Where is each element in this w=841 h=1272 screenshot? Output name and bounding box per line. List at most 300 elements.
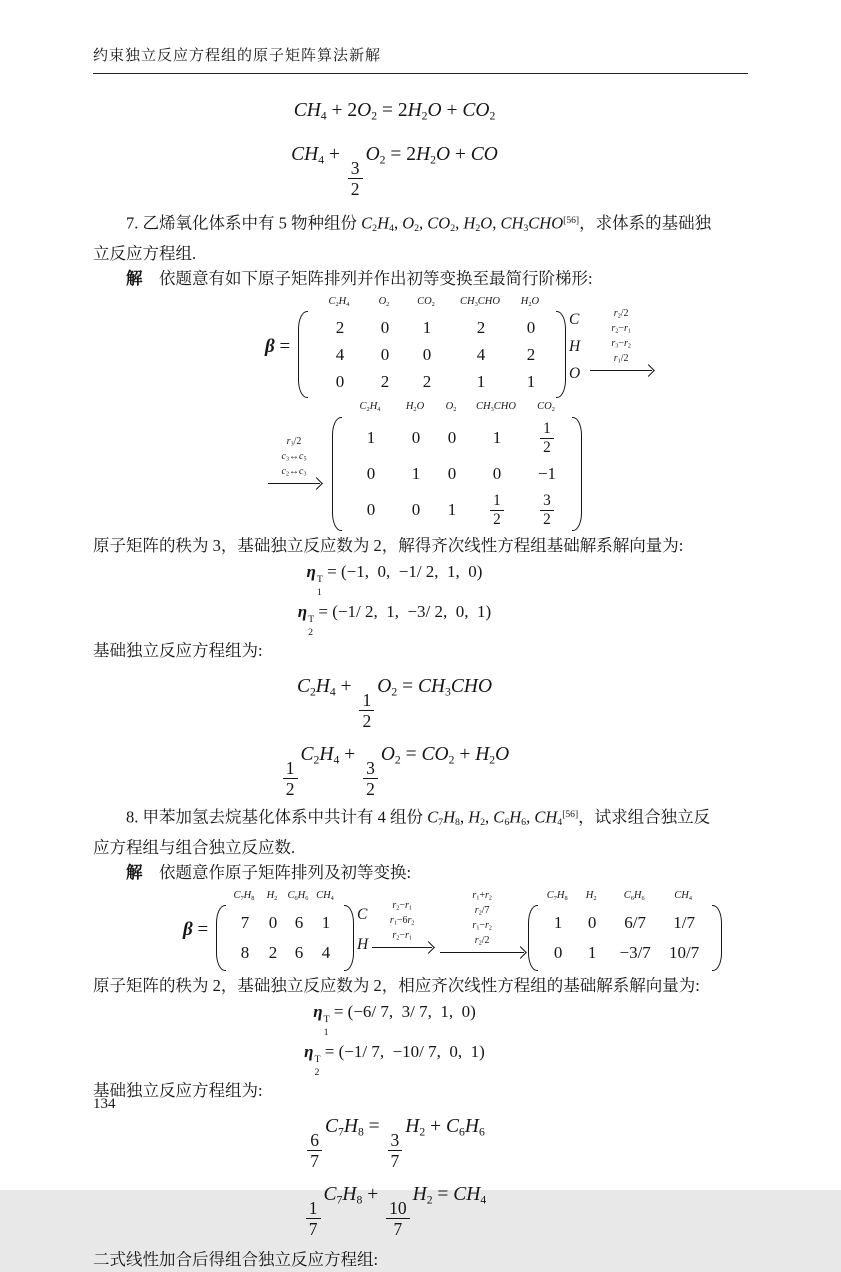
subscript: 4 <box>389 222 394 234</box>
text-run: , <box>393 212 403 232</box>
right-parenthesis <box>572 417 582 531</box>
subscript: 2 <box>627 343 631 350</box>
left-parenthesis <box>298 311 308 398</box>
subscript: 3 <box>445 685 451 699</box>
row-operation-label <box>390 915 414 930</box>
subscript: 2 <box>314 1066 320 1078</box>
subscript: 6 <box>459 1124 465 1138</box>
fraction <box>363 758 378 799</box>
subscript: 2 <box>379 153 386 167</box>
math-variable: CH <box>291 144 319 166</box>
eta1-vector-problem8 <box>67 998 722 1038</box>
matrix-cell <box>574 943 610 963</box>
text-run: = (−1, 0, −1/ 2, 1, 0) <box>322 562 483 582</box>
text-run: 0 <box>526 317 536 337</box>
fraction <box>359 690 374 731</box>
matrix-column-header <box>395 400 435 416</box>
matrix-column-header <box>609 889 659 905</box>
math-variable: O <box>378 295 387 307</box>
numerator: 3 <box>363 758 378 779</box>
arrow-head-icon <box>514 946 527 959</box>
matrix-cell <box>286 913 312 933</box>
text-run: + <box>335 675 357 697</box>
math-variable: CHO <box>528 212 564 232</box>
numerator: 3 <box>540 492 554 511</box>
row-operation-label <box>611 323 630 338</box>
left-parenthesis <box>216 905 226 971</box>
math-variable: O <box>357 100 372 121</box>
superscript: [56] <box>562 808 579 820</box>
subscript: 3 <box>290 441 294 448</box>
text-run: /2 <box>293 435 302 447</box>
subscript: 7 <box>336 1193 343 1207</box>
problem7-rank-line: 原子矩阵的秩为 3，基础独立反应数为 2，解得齐次线性方程组基础解系解向量为: <box>93 536 684 556</box>
text-run: + <box>339 744 361 766</box>
text-run: , <box>526 806 535 826</box>
math-variable: CO <box>421 744 449 766</box>
text-run: = 2 <box>385 144 416 166</box>
matrix-cell <box>368 372 402 392</box>
equation-ethylene-acetaldehyde <box>67 663 722 731</box>
subscript: 6 <box>305 894 309 902</box>
page-number: 134 <box>93 1096 116 1112</box>
atom-matrix-problem7 <box>265 295 580 399</box>
subscript: 4 <box>333 753 340 767</box>
text-run: 2 <box>476 317 486 337</box>
equation-toluene-methane <box>67 1171 722 1239</box>
numerator: 1 <box>490 492 504 511</box>
text-run: 10/7 <box>669 943 700 963</box>
subscript: 6 <box>521 816 527 828</box>
math-variable: C <box>623 889 631 901</box>
fraction <box>348 158 363 199</box>
eta2-vector-problem8 <box>67 1038 722 1078</box>
subscript: 2 <box>528 300 532 308</box>
matrix-cell <box>346 492 396 528</box>
subscript: 4 <box>320 109 327 123</box>
text-run: 0 <box>335 371 345 391</box>
math-variable: C <box>300 744 314 766</box>
subscript: 1 <box>408 935 412 942</box>
math-variable: H <box>633 889 642 901</box>
left-parenthesis <box>528 905 538 971</box>
right-parenthesis <box>712 905 722 971</box>
math-variable: c <box>281 450 286 462</box>
text-run: 0 <box>422 344 432 364</box>
math-variable: CHO <box>450 675 493 697</box>
row-operation-label <box>611 338 630 353</box>
math-variable: CH <box>674 889 689 901</box>
math-variable: C <box>233 889 241 901</box>
text-run: = 2 <box>377 100 408 121</box>
text-run: ↔ <box>289 466 299 478</box>
math-variable: H <box>405 1115 420 1137</box>
denominator: 2 <box>362 710 372 731</box>
numerator: 3 <box>388 1130 403 1151</box>
math-variable: CH <box>459 295 475 307</box>
math-variable: H <box>407 100 422 121</box>
matrix-cell <box>312 372 368 392</box>
math-symbol: η <box>313 1002 323 1022</box>
text-run: −6 <box>396 914 408 926</box>
math-variable: O <box>427 100 442 121</box>
math-variable: r <box>484 919 489 931</box>
subscript: 2 <box>475 222 481 234</box>
row-operation-label <box>614 308 629 323</box>
text-run: 7 <box>240 913 250 933</box>
text-run: , <box>455 212 464 232</box>
denominator: 2 <box>285 779 295 800</box>
subscript: 2 <box>274 894 278 902</box>
math-variable: r <box>613 353 618 365</box>
fraction <box>540 420 554 456</box>
denominator: 7 <box>393 1219 403 1240</box>
math-variable: CO <box>537 401 552 413</box>
subscript: 2 <box>488 925 492 932</box>
row-operation-label <box>282 451 307 466</box>
text-run: + <box>450 144 471 166</box>
text-run: + <box>362 1183 384 1205</box>
subscript: 2 <box>286 471 289 478</box>
math-variable: r <box>611 338 616 350</box>
row-operations-list-2 <box>282 436 307 482</box>
matrix-cell <box>452 372 510 392</box>
text-run: 依题意作原子矩阵排列及初等变换: <box>142 862 412 882</box>
text-run: + <box>324 144 345 166</box>
superscript: T <box>308 614 315 626</box>
math-variable: CH <box>453 1183 481 1205</box>
math-variable: r <box>472 889 477 901</box>
text-run: 1 <box>321 913 331 933</box>
math-variable: H <box>412 1183 427 1205</box>
subscript: 2 <box>386 300 390 308</box>
math-variable: r <box>389 914 394 926</box>
math-variable: H <box>556 889 565 901</box>
subscript: 2 <box>419 1124 426 1138</box>
text-run: 8. 甲苯加氢去烷基化体系中共计有 4 组份 <box>126 806 428 826</box>
subscript: 7 <box>553 894 557 902</box>
bold-text: 解 <box>126 268 143 288</box>
text-run: 1 <box>553 913 563 933</box>
subscript: 2 <box>396 935 400 942</box>
math-variable: r <box>474 904 479 916</box>
text-run: 1 <box>422 317 432 337</box>
denominator: 2 <box>543 510 551 528</box>
numerator: 10 <box>386 1198 410 1219</box>
matrix-body <box>332 417 582 531</box>
matrix-column-headers <box>345 400 569 416</box>
text-run: 2 <box>526 344 536 364</box>
arrow-shaft <box>440 952 524 953</box>
math-variable: C <box>328 295 336 307</box>
text-run: = (−6/ 7, 3/ 7, 1, 0) <box>329 1002 476 1022</box>
math-variable: C <box>427 806 439 826</box>
matrix-column-header <box>659 889 707 905</box>
matrix-cell <box>260 913 286 933</box>
math-variable: H <box>266 889 275 901</box>
subscript: 4 <box>329 685 336 699</box>
math-variable: C <box>323 1183 337 1205</box>
text-run: 0 <box>366 500 376 520</box>
denominator: 7 <box>310 1150 319 1171</box>
subscript: 6 <box>294 894 298 902</box>
row-operation-label <box>475 905 490 920</box>
subscript: 6 <box>504 816 510 828</box>
subscript: 6 <box>478 1124 485 1138</box>
matrix-column-header <box>573 889 609 905</box>
subscript: 2 <box>478 910 482 917</box>
fraction <box>307 1130 322 1171</box>
math-variable: O <box>402 212 415 232</box>
math-variable: CH <box>417 675 446 697</box>
matrix-column-header <box>467 400 525 416</box>
subscript: 2 <box>478 940 482 947</box>
subscript: 2 <box>309 685 316 699</box>
math-variable: r <box>472 919 477 931</box>
subscript: 7 <box>240 894 244 902</box>
row-operation-label <box>475 935 490 950</box>
right-parenthesis <box>556 311 566 398</box>
math-variable: CH <box>534 806 558 826</box>
text-run: 4 <box>321 943 331 963</box>
text-run: 6 <box>294 913 304 933</box>
matrix-grid <box>226 905 344 971</box>
matrix-row-labels <box>569 303 580 390</box>
matrix-cell <box>526 456 568 492</box>
math-variable: r <box>484 889 489 901</box>
numerator: 1 <box>283 758 298 779</box>
subscript: 4 <box>318 153 325 167</box>
math-variable: H <box>463 212 476 232</box>
subscript: 4 <box>377 406 381 414</box>
matrix-row-label <box>569 338 580 356</box>
math-variable: H <box>475 744 490 766</box>
text-run: , <box>459 806 469 826</box>
matrix-cell <box>312 318 368 338</box>
subscript: 2 <box>414 222 420 234</box>
math-variable: r <box>407 914 412 926</box>
text-run: 2 <box>422 371 432 391</box>
text-run: /2 <box>481 935 490 947</box>
matrix-column-header <box>435 400 467 416</box>
equation-methane-complete-combustion <box>67 96 722 131</box>
matrix-cell <box>230 913 260 933</box>
text-run: 2 <box>268 943 278 963</box>
row-operations-arrow-4 <box>440 890 524 954</box>
numerator: 1 <box>359 690 374 711</box>
subscript: 8 <box>564 894 568 902</box>
matrix-column-header <box>401 295 451 311</box>
bold-text: 解 <box>126 862 143 882</box>
math-variable: O <box>377 675 392 697</box>
denominator: 7 <box>390 1150 400 1171</box>
math-variable: H <box>443 806 455 826</box>
subscript: 4 <box>557 816 563 828</box>
subscript: 2 <box>615 328 619 335</box>
math-variable: O <box>531 295 540 307</box>
text-run: /2 <box>620 353 629 365</box>
matrix-cell <box>230 943 260 963</box>
subscript: 3 <box>615 343 619 350</box>
text-run: 0 <box>411 428 421 448</box>
text-run: 1 <box>447 500 457 520</box>
math-variable: C <box>546 889 554 901</box>
math-variable: H <box>585 889 594 901</box>
matrix-cell <box>402 345 452 365</box>
subscript: 2 <box>431 300 435 308</box>
problem7-basis-label: 基础独立反应方程组为: <box>93 640 263 660</box>
matrix-cell <box>286 943 312 963</box>
subscript: 2 <box>430 153 436 167</box>
math-variable: r <box>404 929 409 941</box>
math-variable: C <box>296 675 310 697</box>
math-variable: CHO <box>477 295 500 307</box>
equation-methane-partial-combustion <box>67 131 722 199</box>
math-symbol: β <box>265 335 275 357</box>
fraction <box>306 1198 321 1239</box>
subscript: 2 <box>593 894 597 902</box>
math-variable: H <box>342 1183 357 1205</box>
subscript: 2 <box>488 895 492 902</box>
text-run: = <box>363 1115 385 1137</box>
math-variable: c <box>281 466 286 478</box>
text-run: 1 <box>366 428 376 448</box>
problem7-solution-intro <box>93 266 748 291</box>
header-rule <box>93 73 748 74</box>
text-run: + <box>479 889 485 901</box>
matrix-cell <box>610 913 660 933</box>
text-run: + <box>441 100 463 121</box>
matrix-cell <box>526 492 568 528</box>
denominator: 2 <box>493 510 501 528</box>
subscript: 2 <box>313 753 320 767</box>
math-variable: CO <box>417 295 432 307</box>
eta1-vector-problem7 <box>67 558 722 598</box>
math-variable: H <box>369 401 378 413</box>
matrix-cell <box>660 943 708 963</box>
text-run: 0 <box>587 913 597 933</box>
row-operation-label <box>392 930 411 945</box>
math-variable: O <box>435 144 451 166</box>
math-variable: H <box>568 337 581 355</box>
subscript: 2 <box>335 300 339 308</box>
denominator: 7 <box>308 1219 318 1240</box>
math-variable: H <box>468 806 481 826</box>
subscript: 1 <box>323 1027 329 1039</box>
math-variable: H <box>509 806 522 826</box>
matrix-cell <box>510 372 552 392</box>
numerator: 1 <box>306 1198 321 1219</box>
superscript: T <box>323 1014 330 1026</box>
text-run: −1 <box>537 464 557 484</box>
matrix-core <box>216 889 354 972</box>
math-variable: c <box>299 450 304 462</box>
math-variable: O <box>365 144 380 166</box>
subscript: 3 <box>303 471 307 478</box>
subscript: 2 <box>413 406 417 414</box>
math-variable: H <box>464 1115 479 1137</box>
text-run: = (−1/ 7, −10/ 7, 0, 1) <box>320 1041 485 1061</box>
subscript: 3 <box>523 222 529 234</box>
matrix-cell <box>452 345 510 365</box>
math-variable: CH <box>293 100 321 121</box>
math-variable: CHO <box>493 401 516 413</box>
subscript: 2 <box>394 753 401 767</box>
subscript: 1 <box>627 328 631 335</box>
text-run: = <box>192 918 213 940</box>
matrix-grid <box>538 905 712 971</box>
text-run: 1 <box>526 371 536 391</box>
text-run: 0 <box>447 428 457 448</box>
subscript: 1 <box>393 920 397 927</box>
equation-toluene-benzene <box>67 1103 722 1171</box>
denominator: 2 <box>366 779 375 800</box>
math-variable: O <box>568 364 581 382</box>
left-parenthesis <box>332 417 342 531</box>
text-run: , <box>419 212 428 232</box>
matrix-row-label <box>357 906 368 924</box>
math-variable: H <box>356 935 369 953</box>
row-operation-label <box>282 466 307 481</box>
matrix-grid <box>308 311 556 398</box>
problem8-solution-intro <box>93 860 748 885</box>
matrix-column-header <box>509 295 551 311</box>
matrix-cell <box>526 420 568 456</box>
matrix-core <box>332 400 582 531</box>
subscript: 8 <box>251 894 255 902</box>
math-variable: H <box>520 295 529 307</box>
superscript: [56] <box>563 214 580 226</box>
text-run: = (−1/ 2, 1, −3/ 2, 0, 1) <box>314 602 492 622</box>
subscript: 2 <box>489 109 496 123</box>
matrix-cell <box>312 345 368 365</box>
matrix-cell <box>402 318 452 338</box>
problem7-statement-line1 <box>93 208 748 241</box>
fraction <box>283 758 298 799</box>
text-run: 2 <box>380 371 390 391</box>
superscript: T <box>314 1053 321 1065</box>
text-run: 0 <box>268 913 278 933</box>
text-run: + <box>425 1115 446 1137</box>
math-variable: r <box>392 899 397 911</box>
matrix-lhs <box>265 336 295 358</box>
subscript: 3 <box>286 456 289 463</box>
math-symbol: η <box>297 602 308 622</box>
text-run: 0 <box>380 344 390 364</box>
row-operation-label <box>614 353 629 368</box>
row-operation-label <box>392 900 411 915</box>
subscript: 1 <box>476 895 480 902</box>
math-variable: c <box>299 466 304 478</box>
subscript: 6 <box>630 894 634 902</box>
matrix-cell <box>468 420 526 456</box>
row-operations-arrow-3 <box>372 900 432 949</box>
math-variable: H <box>416 144 431 166</box>
arrow-head-icon <box>310 477 323 490</box>
subscript: 2 <box>366 406 370 414</box>
matrix-cell <box>368 318 402 338</box>
right-parenthesis <box>344 905 354 971</box>
problem7-statement-line2: 立反应方程组. <box>93 243 197 263</box>
text-run: 0 <box>411 500 421 520</box>
reduced-matrix-problem8 <box>528 889 722 972</box>
fraction <box>490 492 504 528</box>
text-run: − <box>399 899 405 911</box>
row-operation-label <box>287 436 302 451</box>
subscript: 6 <box>641 894 645 902</box>
text-run: ，求体系的基础独 <box>579 212 712 232</box>
text-run: , <box>485 806 494 826</box>
